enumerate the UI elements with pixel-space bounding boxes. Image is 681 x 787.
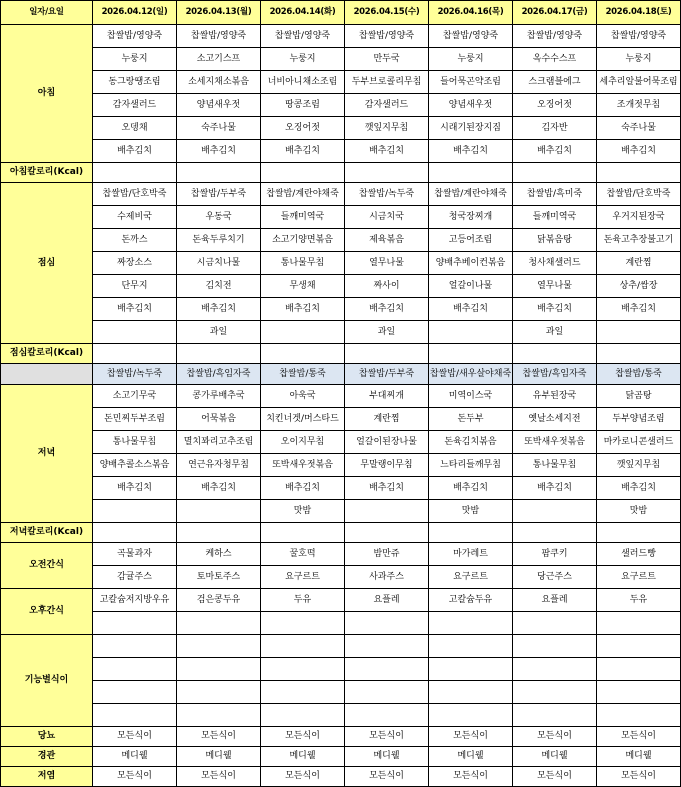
dinner_header-row: [1, 364, 681, 385]
menu-cell: 메디웰: [345, 747, 429, 767]
menu-cell: 고등어조림: [429, 229, 513, 252]
menu-cell: 배추김치: [261, 140, 345, 163]
menu-cell: 아욱국: [261, 385, 345, 408]
menu-cell: 세추리알불어묵조림: [597, 71, 681, 94]
menu-cell: 찹쌀밥/영양죽: [597, 25, 681, 48]
menu-cell: 얼갈이나물: [429, 275, 513, 298]
menu-cell: [429, 344, 513, 364]
menu-cell: 배추김치: [513, 477, 597, 500]
menu-cell: [93, 704, 177, 727]
menu-cell: 닭곰탕: [597, 385, 681, 408]
menu-cell: 단무지: [93, 275, 177, 298]
menu-cell: 우거지된장국: [597, 206, 681, 229]
menu-cell: 두부양념조림: [597, 408, 681, 431]
menu-cell: 배추김치: [345, 140, 429, 163]
menu-cell: 오뎅채: [93, 117, 177, 140]
breakfast-label: 아침: [1, 25, 93, 163]
menu-cell: 메디웰: [261, 747, 345, 767]
menu-cell: 김자반: [513, 117, 597, 140]
menu-cell: 계란찜: [345, 408, 429, 431]
day-header: 2026.04.14(화): [261, 1, 345, 25]
menu-cell: 얼갈이된장나물: [345, 431, 429, 454]
menu-cell: [93, 523, 177, 543]
day-header: 2026.04.18(토): [597, 1, 681, 25]
menu-cell: [177, 344, 261, 364]
menu-cell: [513, 681, 597, 704]
menu-cell: [177, 658, 261, 681]
menu-cell: 오징어젓: [261, 117, 345, 140]
menu-cell: 모든식이: [513, 767, 597, 787]
menu-cell: 미역이스국: [429, 385, 513, 408]
menu-cell: 돈육두루치기: [177, 229, 261, 252]
lunch_kcal-label: 점심칼로리(Kcal): [1, 344, 93, 364]
menu-cell: [177, 635, 261, 658]
menu-cell: [261, 635, 345, 658]
menu-cell: 메디웰: [429, 747, 513, 767]
dinner-label: 저녁: [1, 385, 93, 523]
menu-cell: 숙주나물: [177, 117, 261, 140]
menu-cell: 찹쌀밥/영양죽: [93, 25, 177, 48]
menu-cell: 연근유자청무침: [177, 454, 261, 477]
menu-cell: 두부브로콜리무침: [345, 71, 429, 94]
breakfast-row: [1, 140, 681, 163]
am_snack-row: [1, 566, 681, 589]
menu-cell: 숙주나물: [597, 117, 681, 140]
menu-cell: [93, 321, 177, 344]
menu-cell: 감자샐러드: [345, 94, 429, 117]
menu-cell: 상추/쌈장: [597, 275, 681, 298]
tube-row: [1, 747, 681, 767]
menu-cell: 찹쌀밥/영양죽: [345, 25, 429, 48]
menu-cell: 토마토주스: [177, 566, 261, 589]
menu-cell: [261, 523, 345, 543]
dinner-row: [1, 385, 681, 408]
menu-cell: 우동국: [177, 206, 261, 229]
dinner_kcal-label: 저녁칼로리(Kcal): [1, 523, 93, 543]
menu-cell: 찹쌀밥/녹두죽: [93, 364, 177, 385]
menu-cell: 찹쌀밥/흑임자죽: [177, 364, 261, 385]
menu-cell: [597, 163, 681, 183]
menu-cell: 당근주스: [513, 566, 597, 589]
lunch-row: [1, 275, 681, 298]
menu-cell: [177, 523, 261, 543]
menu-cell: [597, 658, 681, 681]
menu-cell: 청국장찌개: [429, 206, 513, 229]
breakfast-row: [1, 94, 681, 117]
dinner-row: [1, 500, 681, 523]
menu-cell: [177, 163, 261, 183]
lunch-row: [1, 183, 681, 206]
menu-cell: 누룽지: [93, 48, 177, 71]
menu-cell: 배추김치: [261, 477, 345, 500]
menu-cell: 과일: [177, 321, 261, 344]
pm_snack-row: [1, 612, 681, 635]
menu-cell: 통나물무침: [513, 454, 597, 477]
menu-cell: 돈육고추장불고기: [597, 229, 681, 252]
menu-cell: [261, 704, 345, 727]
menu-cell: 양배추콜소스볶음: [93, 454, 177, 477]
day-header: 2026.04.17(금): [513, 1, 597, 25]
menu-cell: 배추김치: [429, 298, 513, 321]
menu-cell: 모든식이: [93, 727, 177, 747]
menu-cell: 감자샐러드: [93, 94, 177, 117]
breakfast_kcal-label: 아침칼로리(Kcal): [1, 163, 93, 183]
lunch-row: [1, 229, 681, 252]
menu-cell: [177, 612, 261, 635]
menu-cell: 김치전: [177, 275, 261, 298]
menu-cell: 찹쌀밥/통죽: [261, 364, 345, 385]
menu-cell: 고칼슘저지방우유: [93, 589, 177, 612]
menu-cell: 모든식이: [429, 767, 513, 787]
menu-cell: 배추김치: [93, 140, 177, 163]
menu-cell: 제육볶음: [345, 229, 429, 252]
diabetes-label: 당뇨: [1, 727, 93, 747]
menu-cell: 깻잎지무침: [597, 454, 681, 477]
menu-cell: 배추김치: [597, 298, 681, 321]
breakfast-row: [1, 117, 681, 140]
menu-cell: 열무나물: [513, 275, 597, 298]
menu-cell: [429, 163, 513, 183]
dinner_kcal-row: [1, 523, 681, 543]
menu-cell: 마카로니콘샐러드: [597, 431, 681, 454]
menu-cell: 스크램블에그: [513, 71, 597, 94]
menu-cell: [93, 635, 177, 658]
lunch-row: [1, 206, 681, 229]
menu-cell: 배추김치: [597, 477, 681, 500]
menu-cell: 찹쌀밥/녹두죽: [345, 183, 429, 206]
menu-cell: 양념새우젓: [177, 94, 261, 117]
menu-cell: [261, 612, 345, 635]
menu-cell: 찹쌀밥/두부죽: [177, 183, 261, 206]
menu-cell: 곡물과자: [93, 543, 177, 566]
menu-cell: [93, 681, 177, 704]
menu-cell: 모든식이: [513, 727, 597, 747]
day-header: 2026.04.12(일): [93, 1, 177, 25]
diabetes-row: [1, 727, 681, 747]
menu-cell: 요플레: [513, 589, 597, 612]
menu-cell: 시래기된장지짐: [429, 117, 513, 140]
lunch-row: [1, 298, 681, 321]
menu-cell: 모든식이: [177, 727, 261, 747]
menu-cell: 닭볶음탕: [513, 229, 597, 252]
menu-cell: 모든식이: [261, 727, 345, 747]
menu-cell: 멸치꽈리고추조림: [177, 431, 261, 454]
menu-cell: [345, 635, 429, 658]
menu-cell: 배추김치: [93, 477, 177, 500]
menu-cell: 팜쿠키: [513, 543, 597, 566]
menu-cell: 배추김치: [429, 140, 513, 163]
menu-cell: [597, 344, 681, 364]
breakfast_kcal-row: [1, 163, 681, 183]
breakfast-row: [1, 71, 681, 94]
menu-cell: [513, 344, 597, 364]
menu-cell: [429, 704, 513, 727]
menu-cell: 찹쌀밥/영양죽: [513, 25, 597, 48]
menu-cell: 모든식이: [597, 767, 681, 787]
menu-cell: 무말랭이무침: [345, 454, 429, 477]
menu-cell: 모든식이: [261, 767, 345, 787]
menu-cell: [261, 658, 345, 681]
functional-row: [1, 681, 681, 704]
menu-cell: 소고기양면볶음: [261, 229, 345, 252]
menu-cell: 유부된장국: [513, 385, 597, 408]
menu-cell: [345, 704, 429, 727]
menu-cell: 돈두부: [429, 408, 513, 431]
menu-cell: 콩가루배추국: [177, 385, 261, 408]
menu-cell: [597, 612, 681, 635]
menu-cell: 돈육김치볶음: [429, 431, 513, 454]
menu-cell: 계란찜: [597, 252, 681, 275]
menu-cell: [597, 321, 681, 344]
menu-cell: 찹쌀밥/단호박죽: [597, 183, 681, 206]
menu-cell: [345, 500, 429, 523]
menu-cell: 깻잎지무침: [345, 117, 429, 140]
menu-body: [1, 25, 681, 787]
menu-cell: 배추김치: [513, 140, 597, 163]
menu-cell: 찹쌀밥/새우살야채죽: [429, 364, 513, 385]
menu-cell: 배추김치: [93, 298, 177, 321]
menu-cell: 부대찌개: [345, 385, 429, 408]
menu-cell: [93, 500, 177, 523]
menu-cell: 찹쌀밥/단호박죽: [93, 183, 177, 206]
menu-cell: 오이지무침: [261, 431, 345, 454]
menu-cell: 배추김치: [261, 298, 345, 321]
menu-cell: 청사채샐러드: [513, 252, 597, 275]
menu-cell: 맛밤: [597, 500, 681, 523]
menu-cell: 사과주스: [345, 566, 429, 589]
menu-cell: 열무나물: [345, 252, 429, 275]
menu-cell: 요구르트: [597, 566, 681, 589]
menu-cell: [93, 344, 177, 364]
menu-cell: 만두국: [345, 48, 429, 71]
menu-cell: 찹쌀밥/계란야채죽: [261, 183, 345, 206]
pm_snack-row: [1, 589, 681, 612]
menu-cell: 통나물무침: [93, 431, 177, 454]
menu-cell: 모든식이: [429, 727, 513, 747]
menu-cell: [177, 704, 261, 727]
menu-cell: 누룽지: [429, 48, 513, 71]
menu-cell: [345, 658, 429, 681]
menu-cell: 메디웰: [93, 747, 177, 767]
menu-cell: 두유: [261, 589, 345, 612]
menu-cell: 찹쌀밥/두부죽: [345, 364, 429, 385]
breakfast-row: [1, 25, 681, 48]
tube-label: 경관: [1, 747, 93, 767]
menu-cell: [93, 658, 177, 681]
menu-cell: 수제비국: [93, 206, 177, 229]
menu-cell: 조개젓무침: [597, 94, 681, 117]
dinner_header-label: [1, 364, 93, 385]
menu-cell: 꿀호떡: [261, 543, 345, 566]
menu-cell: 소고기스프: [177, 48, 261, 71]
menu-cell: 찹쌀밥/통죽: [597, 364, 681, 385]
menu-cell: 밤만쥬: [345, 543, 429, 566]
menu-cell: [513, 612, 597, 635]
menu-cell: 어묵볶음: [177, 408, 261, 431]
menu-cell: 찹쌀밥/영양죽: [261, 25, 345, 48]
functional-row: [1, 658, 681, 681]
menu-cell: 배추김치: [429, 477, 513, 500]
menu-cell: [597, 681, 681, 704]
menu-cell: [597, 523, 681, 543]
menu-cell: 찹쌀밥/영양죽: [177, 25, 261, 48]
menu-cell: 배추김치: [597, 140, 681, 163]
menu-cell: [345, 612, 429, 635]
header-row: [1, 1, 681, 25]
menu-cell: 찹쌀밥/계란야채죽: [429, 183, 513, 206]
menu-cell: 고칼슘두유: [429, 589, 513, 612]
lunch-row: [1, 252, 681, 275]
menu-cell: 옥수수스프: [513, 48, 597, 71]
menu-cell: 무생채: [261, 275, 345, 298]
menu-cell: 찹쌀밥/흑임자죽: [513, 364, 597, 385]
menu-cell: 맛밤: [429, 500, 513, 523]
menu-cell: 오징어젓: [513, 94, 597, 117]
functional-row: [1, 635, 681, 658]
menu-cell: 찹쌀밥/흑미죽: [513, 183, 597, 206]
menu-cell: [177, 681, 261, 704]
menu-cell: 들어묵곤약조림: [429, 71, 513, 94]
lunch_kcal-row: [1, 344, 681, 364]
menu-cell: 누룽지: [261, 48, 345, 71]
menu-cell: [261, 681, 345, 704]
menu-cell: 모든식이: [93, 767, 177, 787]
menu-cell: 치킨너겟/머스타드: [261, 408, 345, 431]
menu-cell: [429, 658, 513, 681]
menu-cell: 소고기무국: [93, 385, 177, 408]
menu-cell: 동그랑땡조림: [93, 71, 177, 94]
menu-cell: 들깨미역국: [261, 206, 345, 229]
menu-cell: 배추김치: [177, 298, 261, 321]
menu-cell: 두유: [597, 589, 681, 612]
menu-cell: 돈민찌두부조림: [93, 408, 177, 431]
menu-cell: [429, 635, 513, 658]
low_salt-label: 저염: [1, 767, 93, 787]
menu-cell: 느타리들깨무침: [429, 454, 513, 477]
functional-label: 기능별식이: [1, 635, 93, 727]
pm_snack-label: 오후간식: [1, 589, 93, 635]
dinner-row: [1, 431, 681, 454]
menu-cell: [513, 523, 597, 543]
menu-cell: 돈까스: [93, 229, 177, 252]
menu-cell: 검은콩두유: [177, 589, 261, 612]
menu-cell: 맛밤: [261, 500, 345, 523]
menu-cell: 요플레: [345, 589, 429, 612]
low_salt-row: [1, 767, 681, 787]
menu-cell: 모든식이: [345, 767, 429, 787]
menu-cell: 들깨미역국: [513, 206, 597, 229]
menu-cell: [429, 321, 513, 344]
menu-cell: 메디웰: [513, 747, 597, 767]
menu-cell: 배추김치: [177, 140, 261, 163]
menu-cell: [345, 344, 429, 364]
menu-cell: 배추김치: [513, 298, 597, 321]
menu-cell: 요구르트: [261, 566, 345, 589]
menu-cell: 시금치나물: [177, 252, 261, 275]
menu-cell: 짜장소스: [93, 252, 177, 275]
menu-cell: [597, 635, 681, 658]
menu-cell: [513, 163, 597, 183]
breakfast-row: [1, 48, 681, 71]
dinner-row: [1, 454, 681, 477]
menu-cell: [429, 523, 513, 543]
menu-cell: 소세지채소볶음: [177, 71, 261, 94]
menu-cell: 과일: [513, 321, 597, 344]
menu-cell: [261, 344, 345, 364]
menu-cell: 샐러드빵: [597, 543, 681, 566]
menu-cell: [261, 321, 345, 344]
menu-cell: 또박새우젓볶음: [261, 454, 345, 477]
am_snack-row: [1, 543, 681, 566]
menu-cell: 시금치국: [345, 206, 429, 229]
menu-cell: 배추김치: [177, 477, 261, 500]
menu-cell: 양념새우젓: [429, 94, 513, 117]
lunch-label: 점심: [1, 183, 93, 344]
menu-cell: [513, 658, 597, 681]
menu-cell: [345, 523, 429, 543]
menu-cell: 모든식이: [597, 727, 681, 747]
menu-cell: 누룽지: [597, 48, 681, 71]
menu-cell: [177, 500, 261, 523]
menu-cell: 과일: [345, 321, 429, 344]
menu-cell: [93, 163, 177, 183]
dinner-row: [1, 408, 681, 431]
menu-cell: [513, 500, 597, 523]
day-header: 2026.04.16(목): [429, 1, 513, 25]
menu-cell: 요구르트: [429, 566, 513, 589]
menu-cell: 배추김치: [345, 477, 429, 500]
dinner-row: [1, 477, 681, 500]
menu-cell: 메디웰: [177, 747, 261, 767]
menu-cell: [345, 681, 429, 704]
menu-cell: 모든식이: [345, 727, 429, 747]
menu-cell: 또박새우젓볶음: [513, 431, 597, 454]
menu-cell: 옛날소세지전: [513, 408, 597, 431]
am_snack-label: 오전간식: [1, 543, 93, 589]
menu-cell: 배추김치: [345, 298, 429, 321]
menu-cell: [261, 163, 345, 183]
menu-cell: 너비아니채소조림: [261, 71, 345, 94]
menu-cell: [93, 612, 177, 635]
day-header: 2026.04.13(월): [177, 1, 261, 25]
menu-cell: 모든식이: [177, 767, 261, 787]
menu-cell: [513, 704, 597, 727]
lunch-row: [1, 321, 681, 344]
menu-cell: [597, 704, 681, 727]
menu-cell: 땅콩조림: [261, 94, 345, 117]
corner-header: 일자/요일: [1, 1, 93, 25]
menu-cell: 마가레트: [429, 543, 513, 566]
functional-row: [1, 704, 681, 727]
menu-cell: [513, 635, 597, 658]
menu-cell: 짜사이: [345, 275, 429, 298]
menu-cell: 양배추베이컨볶음: [429, 252, 513, 275]
menu-cell: 통나물무침: [261, 252, 345, 275]
day-header: 2026.04.15(수): [345, 1, 429, 25]
menu-cell: [429, 612, 513, 635]
menu-cell: 메디웰: [597, 747, 681, 767]
menu-cell: 감귤주스: [93, 566, 177, 589]
menu-cell: 찹쌀밥/영양죽: [429, 25, 513, 48]
menu-cell: [429, 681, 513, 704]
menu-cell: [345, 163, 429, 183]
menu-cell: 케하스: [177, 543, 261, 566]
